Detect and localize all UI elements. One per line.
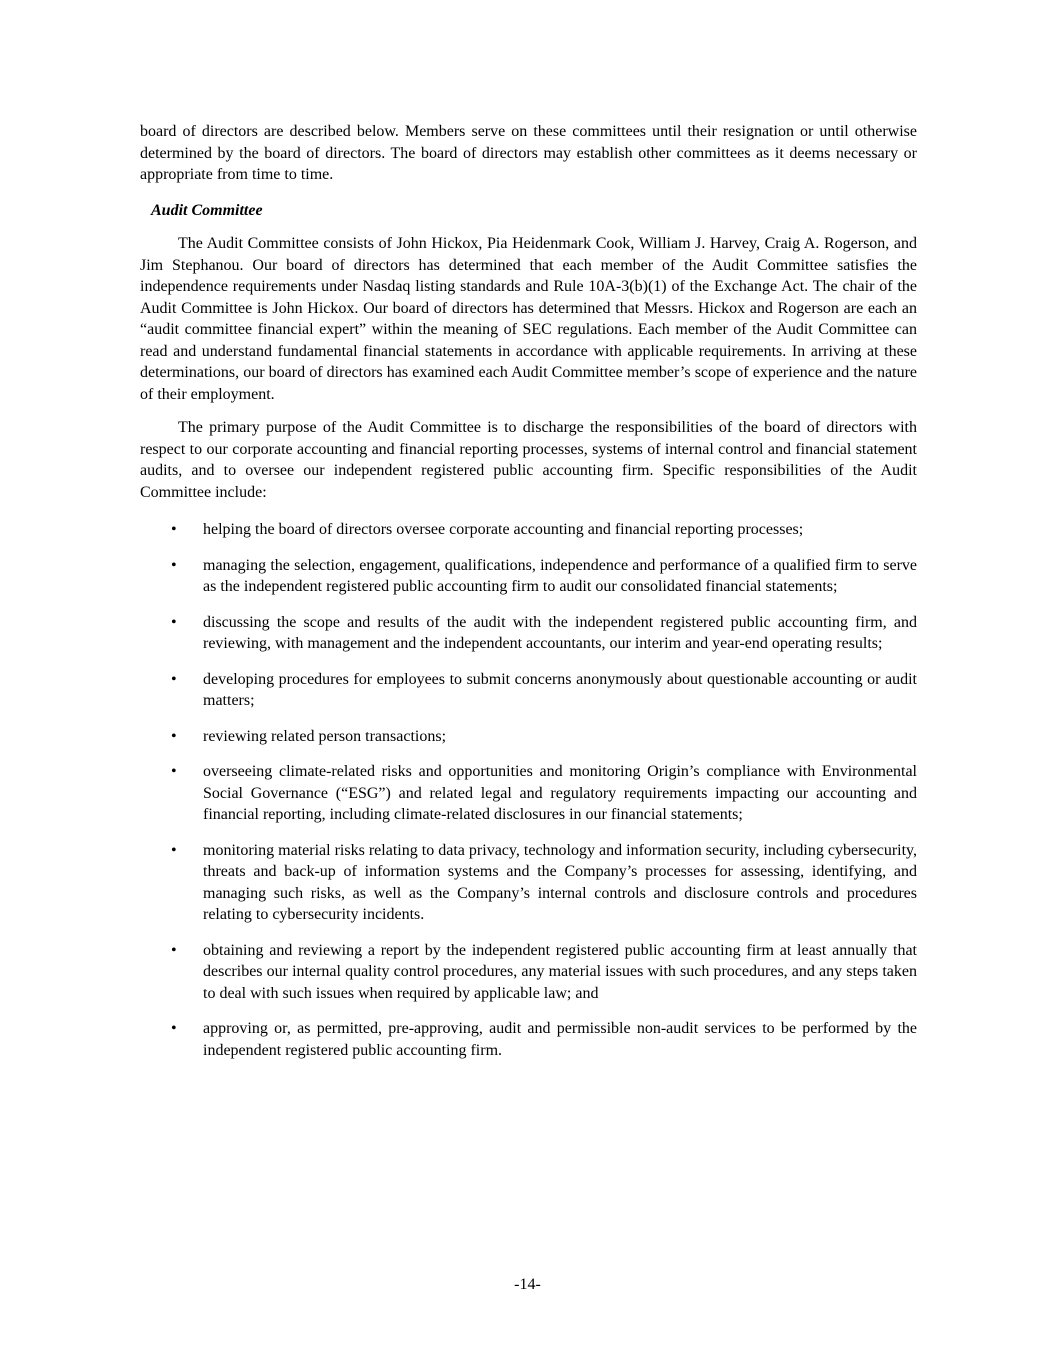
members-paragraph: The Audit Committee consists of John Hickox, Pia Heidenmark Cook, William J. Harvey, Craig A. Rogerson, and Jim Stephanou. Our board of directors has determined that each member of the Audit Committee satisfies the independence requirements under Nasdaq listing standards and Rule 10A-3(b)(1) of the Exchange Act. The chair of the Audit Committee is John Hickox. Our board of directors has determined that Messrs. Hickox and Rogerson are each an “audit committee financial expert” within the meaning of SEC regulations. Each member of the Audit Committee can read and understand fundamental financial statements in accordance with applicable requirements. In arriving at these determinations, our board of directors has examined each Audit Committee member’s scope of experience and the nature of their employment. [140,235,917,403]
bullet-icon: • [171,941,177,959]
bullet-text: discussing the scope and results of the audit with the independent registered public accounting firm, and reviewing, with management and the independent accountants, our interim and year-end operating results; [203,613,917,652]
bullet-text: reviewing related person transactions; [203,727,447,745]
bullet-text: obtaining and reviewing a report by the independent registered public accounting firm at least annually that describes our internal quality control procedures, any material issues with such procedures, and any steps taken to deal with such issues when required by applicable law; and [203,941,917,1002]
bullet-text: overseeing climate-related risks and opportunities and monitoring Origin’s compliance with Environmental Social Governance (“ESG”) and related legal and regulatory requirements impacting our accounting and financial reporting, including climate-related disclosures in our financial statements; [203,763,917,823]
intro-paragraph: board of directors are described below. Members serve on these committees until their resignation or until otherwise determined by the board of directors. The board of directors may establish other committees as it deems necessary or appropriate from time to time. [140,123,917,183]
bullet-icon: • [171,556,177,574]
bullet-item [140,940,917,1005]
bullet-item [140,726,917,748]
bullet-item [140,1018,917,1061]
bullet-icon: • [171,1020,177,1037]
purpose-paragraph: The primary purpose of the Audit Committee is to discharge the responsibilities of the board of directors with respect to our corporate accounting and financial reporting processes, systems of internal control and financial statement audits, and to oversee our independent registered public accounting firm. Specific responsibilities of the Audit Committee include: [140,419,917,501]
bullet-icon: • [171,727,177,745]
bullet-icon: • [171,763,177,780]
bullet-item [140,555,917,598]
responsibilities-list [140,519,917,1061]
bullet-icon: • [171,521,177,538]
bullet-icon: • [171,841,177,859]
bullet-item [140,761,917,826]
bullet-text: approving or, as permitted, pre-approving, audit and permissible non-audit services to be performed by the independent registered public accounting firm. [203,1020,917,1059]
bullet-item [140,519,917,541]
bullet-text: developing procedures for employees to submit concerns anonymously about questionable accounting or audit matters; [203,670,917,709]
page-content [140,121,917,1075]
bullet-item [140,840,917,926]
bullet-text: managing the selection, engagement, qualifications, independence and performance of a qualified firm to serve as the independent registered public accounting firm to audit our consolidated financial statements; [203,556,917,595]
bullet-icon: • [171,613,177,631]
bullet-icon: • [171,670,177,688]
bullet-item [140,612,917,655]
bullet-item [140,669,917,712]
audit-committee-heading: Audit Committee [151,201,263,219]
page-number: -14- [514,1276,541,1293]
bullet-text: monitoring material risks relating to data privacy, technology and information security, including cybersecurity, threats and back-up of information systems and the Company’s processes for assessing, identifying, and managing such risks, as well as the Company’s internal controls and disclosure controls and procedures relating to cybersecurity incidents. [203,841,917,923]
bullet-text: helping the board of directors oversee corporate accounting and financial reporting processes; [203,521,804,538]
